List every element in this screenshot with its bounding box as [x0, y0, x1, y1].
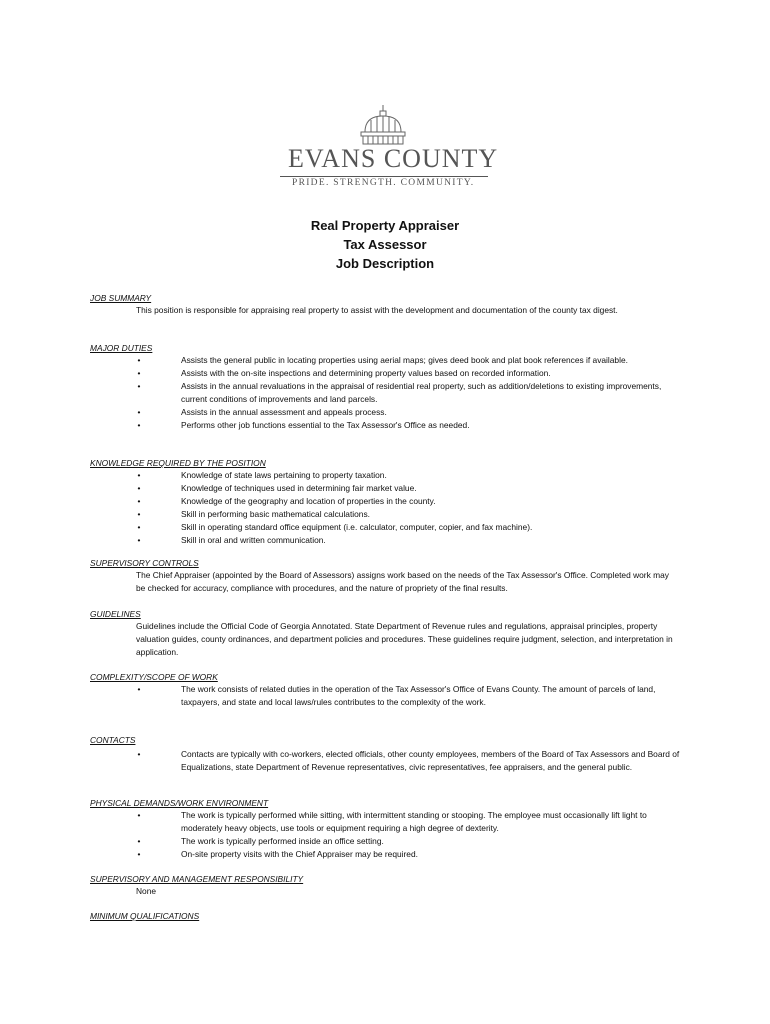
- bullet-icon: •: [137, 407, 141, 417]
- bullet-icon: •: [137, 355, 141, 365]
- document-title: [0, 216, 770, 273]
- bullet-icon: •: [137, 836, 141, 846]
- section-heading: PHYSICAL DEMANDS/WORK ENVIRONMENT: [90, 798, 269, 808]
- list-item: • Assists in the annual revaluations in the appraisal of residential real property, such as addition/deletions to existing improvements, current conditions of improvements and land parcels.: [90, 380, 681, 406]
- bullet-icon: •: [137, 810, 141, 820]
- list-item: • Skill in performing basic mathematical calculations.: [90, 508, 681, 521]
- section-guidelines: [90, 608, 690, 659]
- bullet-icon: •: [137, 483, 141, 493]
- title-department: Tax Assessor: [343, 237, 427, 252]
- section-minimum-qualifications: [90, 910, 690, 922]
- logo-name: EVANS COUNTY: [288, 144, 499, 173]
- section-knowledge: [90, 457, 690, 547]
- list-item: • Skill in oral and written communication.: [90, 534, 681, 547]
- list-item: • Knowledge of techniques used in determining fair market value.: [90, 482, 681, 495]
- section-physical-demands: [90, 797, 690, 861]
- section-complexity: [90, 671, 690, 709]
- section-heading: CONTACTS: [90, 735, 136, 745]
- list-item: • Knowledge of the geography and location of properties in the county.: [90, 495, 681, 508]
- title-position: Real Property Appraiser: [310, 218, 460, 233]
- list-item: • Knowledge of state laws pertaining to property taxation.: [90, 469, 681, 482]
- section-text: Guidelines include the Official Code of Georgia Annotated. State Department of Revenue rules and regulations, appraisal principles, property valuation guides, county ordinances, and department policies and procedures. These guidelines require judgment, selection, and interpretation in application.: [136, 621, 673, 657]
- list-item: • On-site property visits with the Chief Appraiser may be required.: [90, 848, 681, 861]
- list-item: • Contacts are typically with co-workers, elected officials, other county employees, members of the Board of Tax Assessors and Board of Equalizations, state Department of Revenue representatives, civic representatives, fee appraisers, and the general public.: [90, 748, 681, 774]
- list-item: • Assists with the on-site inspections and determining property values based on recorded information.: [90, 367, 681, 380]
- section-heading: MAJOR DUTIES: [90, 343, 153, 353]
- section-heading: MINIMUM QUALIFICATIONS: [90, 911, 200, 921]
- title-doc-type: Job Description: [335, 256, 435, 271]
- bullet-icon: •: [137, 535, 141, 545]
- section-heading: JOB SUMMARY: [90, 293, 152, 303]
- section-job-summary: [90, 292, 690, 317]
- list-item: • Assists the general public in locating properties using aerial maps; gives deed book and plat book references if available.: [90, 354, 681, 367]
- bullet-icon: •: [137, 509, 141, 519]
- list-item: • The work consists of related duties in the operation of the Tax Assessor's Office of Evans County. The amount of parcels of land, taxpayers, and state and local laws/rules contributes to the complexity of the work.: [90, 683, 681, 709]
- section-heading: SUPERVISORY AND MANAGEMENT RESPONSIBILITY: [90, 874, 304, 884]
- section-text: The Chief Appraiser (appointed by the Board of Assessors) assigns work based on the needs of the Tax Assessor's Office. Completed work may be checked for accuracy, compliance with procedures, and the nature of propriety of the final results.: [136, 570, 669, 593]
- bullet-list: [90, 683, 690, 709]
- bullet-icon: •: [137, 496, 141, 506]
- section-supervisory-responsibility: [90, 873, 690, 898]
- list-item: • Assists in the annual assessment and appeals process.: [90, 406, 681, 419]
- county-logo: [280, 104, 499, 190]
- section-contacts: [90, 734, 690, 774]
- bullet-list: [90, 748, 690, 774]
- list-item: • Skill in operating standard office equipment (i.e. calculator, computer, copier, and fax machine).: [90, 521, 681, 534]
- bullet-icon: •: [137, 849, 141, 859]
- bullet-list: [90, 469, 690, 547]
- bullet-icon: •: [137, 420, 141, 430]
- section-heading: COMPLEXITY/SCOPE OF WORK: [90, 672, 218, 682]
- section-heading: SUPERVISORY CONTROLS: [90, 558, 199, 568]
- list-item: • The work is typically performed inside an office setting.: [90, 835, 681, 848]
- list-item: • Performs other job functions essential to the Tax Assessor's Office as needed.: [90, 419, 681, 432]
- bullet-icon: •: [137, 368, 141, 378]
- bullet-list: [90, 354, 690, 432]
- section-supervisory-controls: [90, 557, 690, 595]
- section-text: This position is responsible for appraising real property to assist with the development and documentation of the county tax digest.: [136, 305, 618, 315]
- section-heading: KNOWLEDGE REQUIRED BY THE POSITION: [90, 458, 266, 468]
- bullet-icon: •: [137, 381, 141, 391]
- section-heading: GUIDELINES: [90, 609, 141, 619]
- bullet-icon: •: [137, 522, 141, 532]
- section-text: None: [136, 886, 157, 896]
- list-item: • The work is typically performed while sitting, with intermittent standing or stooping. The employee must occasionally lift light to moderately heavy objects, use tools or equipment requiring a high degree of dexterity.: [90, 809, 681, 835]
- bullet-list: [90, 809, 690, 861]
- bullet-icon: •: [137, 749, 141, 759]
- section-major-duties: [90, 342, 690, 432]
- logo-tagline: PRIDE. STRENGTH. COMMUNITY.: [292, 178, 475, 188]
- bullet-icon: •: [137, 470, 141, 480]
- logo-divider: [280, 176, 488, 177]
- bullet-icon: •: [137, 684, 141, 694]
